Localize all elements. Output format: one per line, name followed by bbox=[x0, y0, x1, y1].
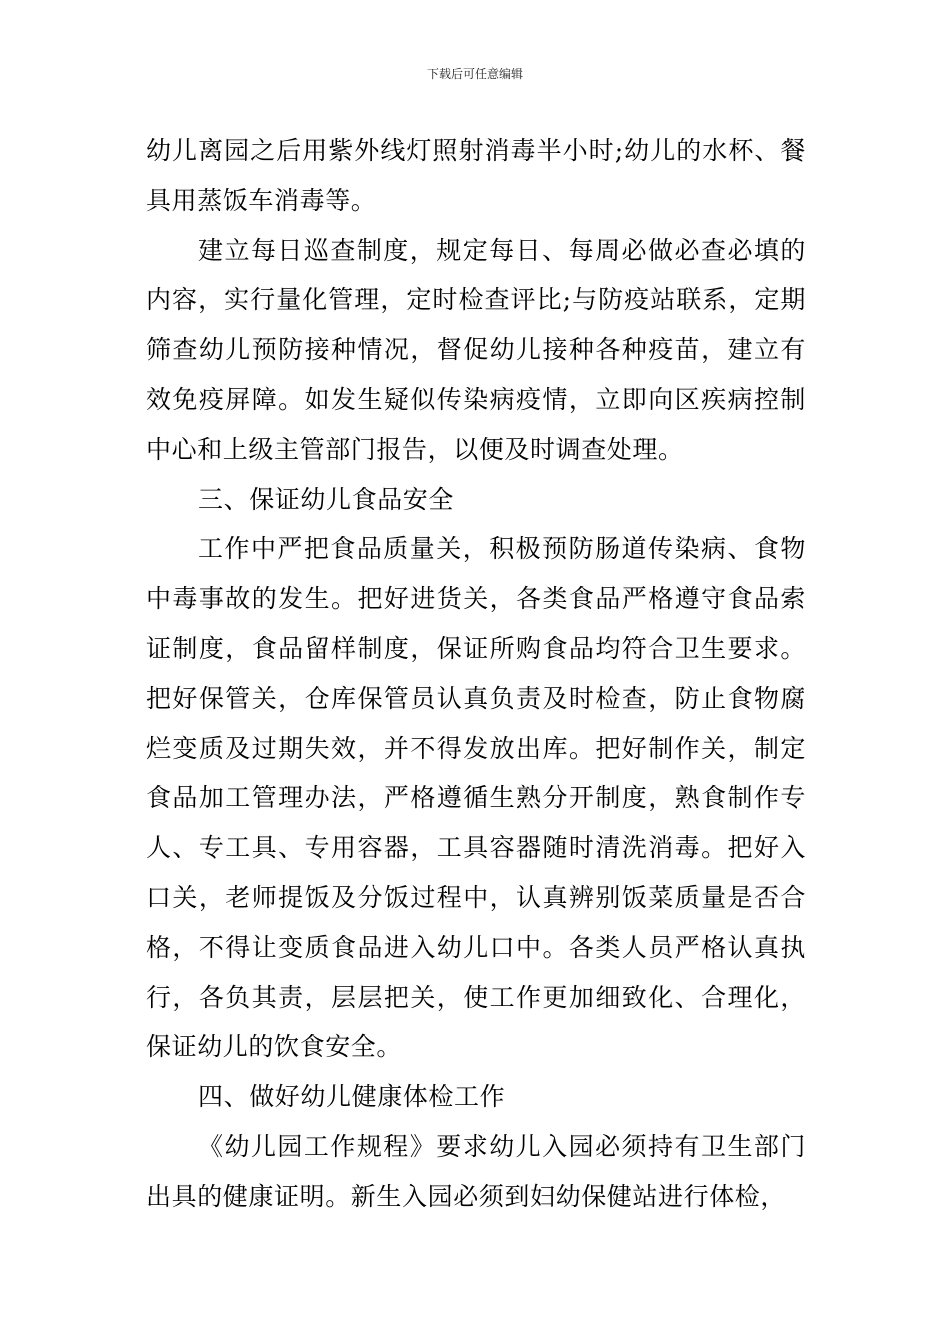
document-body bbox=[146, 126, 806, 1222]
section-heading-health-check: 四、做好幼儿健康体检工作 bbox=[198, 1082, 506, 1112]
section-heading-food-safety: 三、保证幼儿食品安全 bbox=[198, 484, 455, 514]
page-header-note: 下载后可任意编辑 bbox=[426, 67, 523, 81]
paragraph-food-safety: 工作中严把食品质量关，积极预防肠道传染病、食物中毒事故的发生。把好进货关，各类食品严格遵守食品索证制度，食品留样制度，保证所购食品均符合卫生要求。把好保管关，仓库保管员认真负责及时检查，防止食物腐烂变质及过期失效，并不得发放出库。把好制作关，制定食品加工管理办法，严格遵循生熟分开制度，熟食制作专人、专工具、专用容器，工具容器随时清洗消毒。把好入口关，老师提饭及分饭过程中，认真辨别饭菜质量是否合格，不得让变质食品进入幼儿口中。各类人员严格认真执行，各负其责，层层把关，使工作更加细致化、合理化，保证幼儿的饮食安全。 bbox=[146, 534, 806, 1062]
paragraph-health-check: 《幼儿园工作规程》要求幼儿入园必须持有卫生部门出具的健康证明。新生入园必须到妇幼保健站进行体检， bbox=[146, 1131, 806, 1211]
paragraph-disinfection: 幼儿离园之后用紫外线灯照射消毒半小时;幼儿的水杯、餐具用蒸饭车消毒等。 bbox=[146, 136, 806, 215]
paragraph-inspection: 建立每日巡查制度，规定每日、每周必做必查必填的内容，实行量化管理，定时检查评比;与防疫站联系，定期筛查幼儿预防接种情况，督促幼儿接种各种疫苗，建立有效免疫屏障。如发生疑似传染病疫情，立即向区疾病控制中心和上级主管部门报告，以便及时调查处理。 bbox=[146, 235, 806, 464]
